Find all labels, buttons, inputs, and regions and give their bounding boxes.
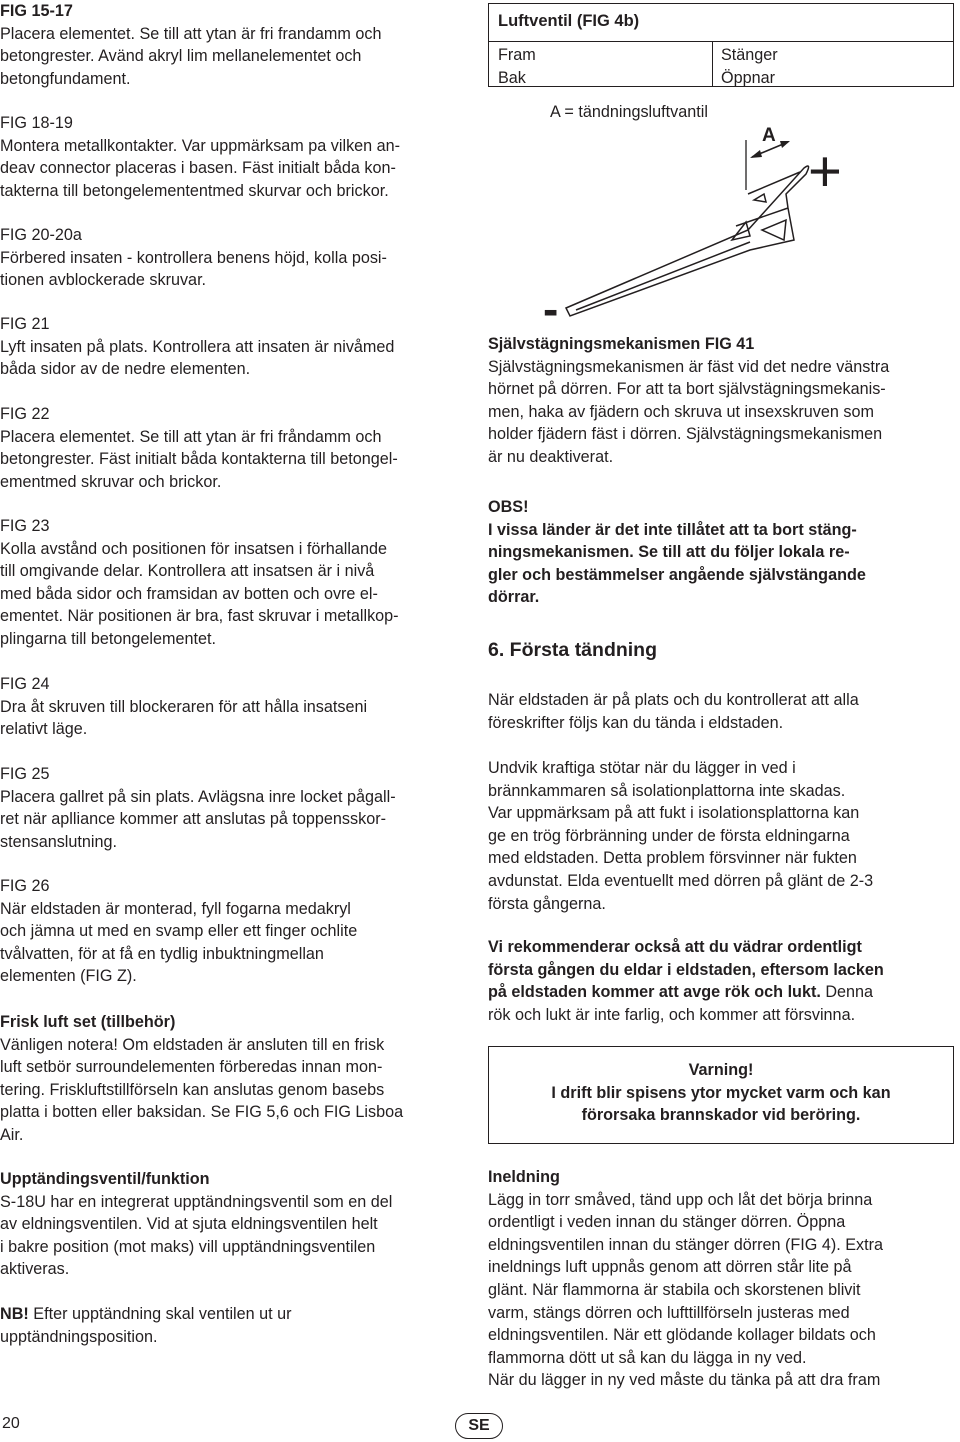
section-heading: FIG 24: [0, 675, 50, 693]
text-line: Undvik kraftiga stötar när du lägger in ved i: [488, 759, 796, 777]
valve-state-column: [721, 44, 778, 89]
section-heading: Upptändingsventil/funktion: [0, 1170, 210, 1188]
text-line: Förbered insaten - kontrollera benens höjd, kolla posi-: [0, 248, 387, 267]
text-line: är nu deaktiverat.: [488, 447, 614, 466]
text-line: upptändningsposition.: [0, 1327, 158, 1346]
section-heading: Självstägningsmekanismen FIG 41: [488, 335, 755, 353]
section-heading: FIG 20-20a: [0, 226, 82, 244]
warning-title: Varning!: [688, 1061, 754, 1079]
valve-state-stanger: Stänger: [721, 46, 778, 64]
text-line: plingarna till betongelementet.: [0, 629, 216, 648]
section-frisk-luft: [0, 1011, 472, 1147]
section-heading: FIG 15-17: [0, 2, 73, 20]
heading-forsta-tandning: 6. Första tändning: [488, 639, 658, 661]
text-line: avdunstat. Elda eventuellt med dörren på glänt de 2-3: [488, 871, 874, 890]
text-line: eldningsventilen innan du stänger dörren (FIG 4). Extra: [488, 1235, 884, 1254]
text-line: ningsmekanismen. Se till att du följer lokala re-: [488, 543, 850, 562]
section-heading: FIG 23: [0, 517, 50, 535]
table-divider: [712, 42, 713, 86]
text-line: [488, 981, 954, 1004]
text-line: S-18U har en integrerat upptändningsventil som en del: [0, 1192, 393, 1211]
text-line: relativt läge.: [0, 720, 88, 739]
text-line: När du lägger in ny ved måste du tänka på att dra fram: [488, 1371, 881, 1390]
text-line: föreskrifter följs kan du tända i eldstaden.: [488, 713, 784, 732]
warning-text: förorsaka brannskador vid beröring.: [581, 1106, 861, 1125]
nb-text: Efter upptändning skal ventilen ut ur: [28, 1305, 292, 1323]
text-fragment: Denna: [820, 983, 874, 1002]
section-fig-23: [0, 515, 472, 651]
section-fig-21: [0, 313, 472, 381]
text-line: platta i botten eller baksidan. Se FIG 5,6 och FIG Lisboa: [0, 1103, 404, 1122]
text-line: Var uppmärksam på att fukt i isolationsplattorna kan: [488, 804, 860, 823]
section-obs: [488, 496, 954, 609]
warning-box: [488, 1046, 954, 1144]
section-heading: FIG 18-19: [0, 114, 73, 132]
section-fig-26: [0, 875, 472, 988]
section-undvik: [488, 757, 954, 915]
text-line: Placera elementet. Se till att ytan är fri frandamm och: [0, 24, 382, 43]
text-line: betongrester. Avänd akryl lim mellanelementet och: [0, 47, 362, 66]
text-line: Vänligen notera! Om eldstaden är ansluten till en frisk: [0, 1035, 385, 1054]
section-heading: FIG 25: [0, 765, 50, 783]
nb-label: NB!: [0, 1305, 29, 1323]
page-number: 20: [2, 1415, 20, 1432]
section-heading: FIG 22: [0, 405, 50, 423]
section-ineldning: [488, 1166, 954, 1392]
air-valve-title: Luftventil (FIG 4b): [498, 12, 640, 30]
text-line: brännkammaren så isolationplattorna inte skadas.: [488, 781, 846, 800]
text-line: Kolla avstånd och positionen för insatsen i förhallande: [0, 539, 387, 558]
text-line: betongfundament.: [0, 69, 131, 88]
text-line: med båda sidor och framsidan av botten och ovre el-: [0, 584, 378, 603]
section-heading: Frisk luft set (tillbehör): [0, 1013, 176, 1031]
figure-caption: A = tändningsluftvantil: [550, 103, 708, 121]
text-line: men, haka av fjädern och skruva ut insexskruven som: [488, 402, 874, 421]
text-line: luft setbör surroundelementen förberedas innan mon-: [0, 1058, 383, 1077]
text-line: I vissa länder är det inte tillåtet att ta bort stäng-: [488, 520, 857, 539]
text-line: Air.: [0, 1125, 24, 1144]
text-line: i bakre position (mot maks) vill upptändningsventilen: [0, 1237, 376, 1256]
text-line: elementen (FIG Z).: [0, 967, 137, 986]
text-line: tionen avblockerade skruvar.: [0, 271, 207, 290]
section-nb: [0, 1303, 472, 1348]
text-line: Placera gallret på sin plats. Avlägsna inre locket pågall-: [0, 787, 396, 806]
text-line: eldningsventilen. När ett glödande kollager bildats och: [488, 1326, 876, 1345]
section-heading: OBS!: [488, 498, 529, 516]
section-fig-18-19: [0, 112, 472, 202]
valve-diagram: [488, 90, 954, 330]
text-line: och jämna ut med en svamp eller ett finger ochlite: [0, 922, 358, 941]
section-fig-24: [0, 673, 472, 741]
text-line: flammorna dött ut så kan du lägga in ny ved.: [488, 1348, 807, 1367]
text-line: ineldnings luft uppnås genom att dörren står lite på: [488, 1258, 852, 1277]
text-line: ordentligt i veden innan du stänger dörren. Öppna: [488, 1213, 846, 1232]
section-self-closing: [488, 333, 954, 469]
warning-text: I drift blir spisens ytor mycket varm och kan: [551, 1083, 891, 1102]
text-line: av eldningsventilen. Vid at sjuta eldningsventilen helt: [0, 1215, 378, 1234]
text-line: betongrester. Fäst initialt båda kontakterna till betongel-: [0, 450, 398, 469]
text-line: stensanslutning.: [0, 832, 117, 851]
text-line: med eldstaden. Detta problem försvinner när fukten: [488, 849, 857, 868]
section-heading: Ineldning: [488, 1168, 560, 1186]
text-line: varm, stängs dörren och lufttillförseln justeras med: [488, 1303, 850, 1322]
text-line: Placera elementet. Se till att ytan är fri fråndamm och: [0, 427, 382, 446]
valve-position-fram: Fram: [498, 46, 536, 64]
section-recommendation: [488, 936, 954, 1026]
text-line: Lägg in torr småved, tänd upp och låt det börja brinna: [488, 1190, 873, 1209]
text-line: Vi rekommenderar också att du vädrar ordentligt: [488, 938, 862, 956]
text-line: tering. Friskluftstillförseln kan anslutas genom basebs: [0, 1080, 385, 1099]
dimension-arrow-icon: [746, 140, 790, 190]
text-line: glänt. När flammorna är stabila och skorstenen blivit: [488, 1280, 861, 1299]
plus-sign: +: [808, 139, 842, 204]
text-line: ge en trög förbränning under de första eldningarna: [488, 826, 850, 845]
text-line: Dra åt skruven till blockeraren för att hålla insatseni: [0, 697, 368, 716]
text-line: till omgivande delar. Kontrollera att insatsen är i nivå: [0, 562, 375, 581]
section-heading: FIG 26: [0, 877, 50, 895]
text-line: [0, 1303, 472, 1326]
valve-state-oppnar: Öppnar: [721, 68, 775, 87]
text-line: tvålvatten, för at få en tydlig inbuktningmellan: [0, 944, 324, 963]
text-line: hörnet på dörren. For att ta bort självstägningsmekanis-: [488, 380, 886, 399]
text-line: första gången du eldar i eldstaden, eftersom lacken: [488, 960, 884, 979]
text-line: Självstägningsmekanismen är fäst vid det nedre vänstra: [488, 357, 890, 376]
text-line: När eldstaden är monterad, fyll fogarna medakryl: [0, 899, 351, 918]
text-line: första gångerna.: [488, 894, 606, 913]
text-line: dörrar.: [488, 588, 540, 607]
text-line: takterna till betongelemententmed skurvar och brickor.: [0, 181, 389, 200]
text-line: ementmed skruvar och brickor.: [0, 472, 222, 491]
text-line: aktiveras.: [0, 1260, 70, 1279]
text-line: När eldstaden är på plats och du kontrollerat att alla: [488, 691, 859, 709]
air-valve-table: [488, 3, 954, 87]
section-fig-22: [0, 403, 472, 493]
text-line: Lyft insaten på plats. Kontrollera att insaten är nivåmed: [0, 337, 395, 356]
text-line: deav connector placeras i basen. Fäst initialt båda kon-: [0, 159, 396, 178]
text-line: ementet. När positionen är bra, fast skruvar i metallkop-: [0, 607, 399, 626]
minus-sign: -: [543, 283, 559, 330]
text-line: gler och bestämmelser angående självstängande: [488, 565, 866, 584]
valve-lever-icon: [566, 166, 809, 316]
text-line: båda sidor av de nedre elementen.: [0, 360, 251, 379]
air-valve-body: [489, 41, 953, 86]
valve-position-column: [498, 44, 536, 89]
section-fig-25: [0, 763, 472, 853]
text-line: ret när aplliance kommer att anslutas på toppensskor-: [0, 810, 386, 829]
text-line: rök och lukt är inte farlig, och kommer att försvinna.: [488, 1005, 856, 1024]
text-line: holder fjädern fäst i dörren. Självstägningsmekanismen: [488, 425, 883, 444]
section-fig-15-17: [0, 0, 472, 90]
section-fig-20-20a: [0, 224, 472, 292]
text-line: Montera metallkontakter. Var uppmärksam pa vilken an-: [0, 136, 401, 155]
language-badge: SE: [455, 1413, 503, 1439]
section-upptandingsventil: [0, 1168, 472, 1281]
valve-position-bak: Bak: [498, 68, 526, 87]
figure-label-a: A: [762, 125, 776, 146]
bold-fragment: på eldstaden kommer att avge rök och lukt.: [488, 983, 821, 1002]
section-intro: [488, 689, 954, 734]
section-heading: FIG 21: [0, 315, 50, 333]
